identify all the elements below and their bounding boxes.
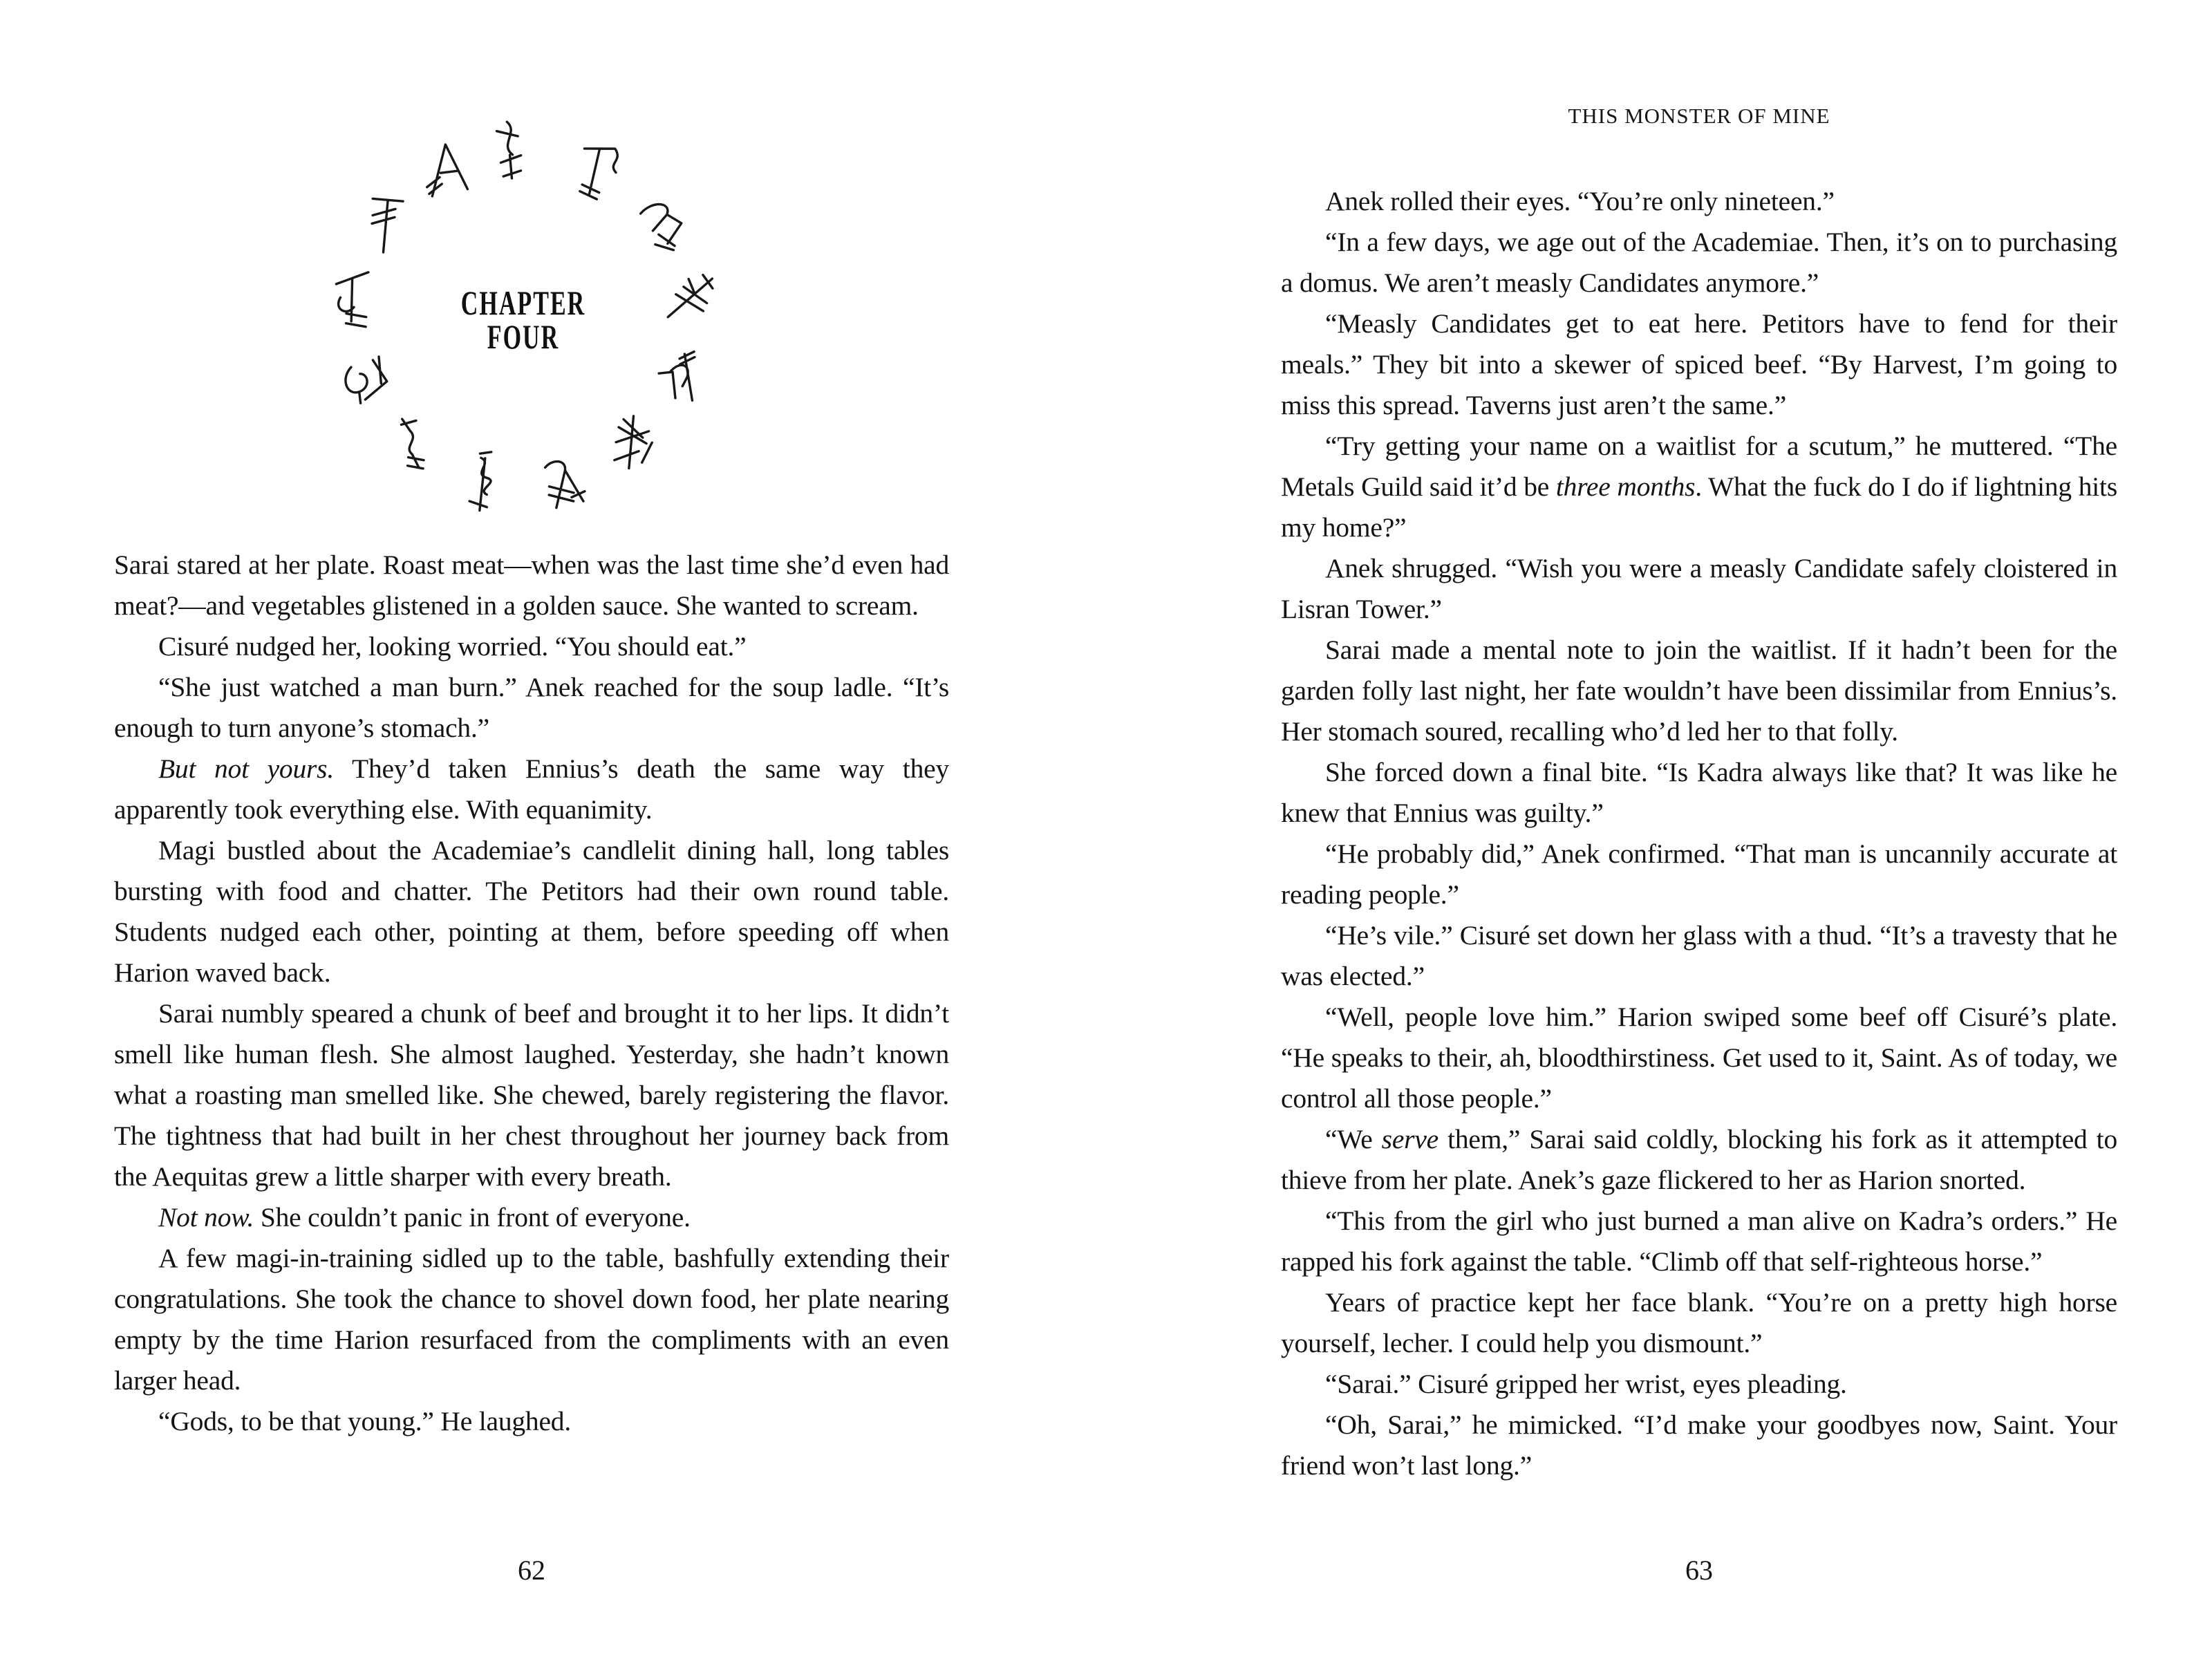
paragraph: “Gods, to be that young.” He laughed. <box>158 1406 572 1436</box>
paragraph: “We serve them,” Sarai said coldly, blocking his fork as it attempted to thieve from her plate. Anek’s gaze flickered to her as Harion snorted. <box>1281 1124 2117 1195</box>
chapter-heading-line1: CHAPTER <box>460 283 586 322</box>
paragraph: Anek shrugged. “Wish you were a measly Candidate safely cloistered in Lisran Tower.” <box>1281 553 2117 624</box>
right-page-text <box>1281 181 2117 1486</box>
right-page <box>1281 0 2117 1659</box>
chapter-heading-line2: FOUR <box>487 317 560 356</box>
paragraph: “Oh, Sarai,” he mimicked. “I’d make your goodbyes now, Saint. Your friend won’t last long.” <box>1281 1409 2117 1481</box>
left-page-number: 62 <box>518 1555 545 1586</box>
paragraph: A few magi-in-training sidled up to the table, bashfully extending their congratulations. She took the chance to shovel down food, her plate nearing empty by the time Harion resurfaced from the compliments with an even larger head. <box>114 1243 949 1396</box>
paragraph: Sarai numbly speared a chunk of beef and brought it to her lips. It didn’t smell like human flesh. She almost laughed. Yesterday, she hadn’t known what a roasting man smelled like. She chewed, barely registering the flavor. The tightness that had built in her chest throughout her journey back from the Aequitas grew a little sharper with every breath. <box>114 998 949 1192</box>
paragraph: “Try getting your name on a waitlist for a scutum,” he muttered. “The Metals Guild said it’d be three months. What the fuck do I do if lightning hits my home?” <box>1281 431 2117 543</box>
paragraph: “This from the girl who just burned a man alive on Kadra’s orders.” He rapped his fork against the table. “Climb off that self-righteous horse.” <box>1281 1206 2117 1277</box>
paragraph: “Measly Candidates get to eat here. Petitors have to fend for their meals.” They bit into a skewer of spiced beef. “By Harvest, I’m going to miss this spread. Taverns just aren’t the same.” <box>1281 308 2117 420</box>
rune-glyph <box>496 121 523 179</box>
rune-glyph <box>422 142 468 197</box>
rune-glyph <box>343 353 390 406</box>
rune-glyph <box>640 203 684 252</box>
paragraph: She forced down a final bite. “Is Kadra always like that? It was like he knew that Ennius was guilty.” <box>1281 757 2117 828</box>
rune-glyph <box>578 144 619 201</box>
paragraph: “Sarai.” Cisuré gripped her wrist, eyes pleading. <box>1325 1369 1847 1399</box>
paragraph: Years of practice kept her face blank. “You’re on a pretty high horse yourself, lecher. I could help you dismount.” <box>1281 1287 2117 1358</box>
rune-glyph <box>401 418 424 470</box>
paragraph: “He’s vile.” Cisuré set down her glass with a thud. “It’s a travesty that he was elected.” <box>1281 920 2117 991</box>
left-page-text <box>114 545 949 1442</box>
rune-glyph <box>657 352 699 404</box>
paragraph: Anek rolled their eyes. “You’re only nineteen.” <box>1325 186 1835 216</box>
chapter-ornament <box>323 119 724 520</box>
left-page <box>114 0 949 1659</box>
chapter-heading <box>323 283 724 356</box>
paragraph: Sarai stared at her plate. Roast meat—when was the last time she’d even had meat?—and vegetables glistened in a golden sauce. She wanted to scream. <box>114 550 949 621</box>
rune-glyph <box>614 415 654 470</box>
running-head: THIS MONSTER OF MINE <box>1568 104 1830 128</box>
rune-glyph <box>545 458 587 509</box>
paragraph: But not yours. They’d taken Ennius’s death the same way they apparently took everything else. With equanimity. <box>114 753 950 825</box>
paragraph: “He probably did,” Anek confirmed. “That man is uncannily accurate at reading people.” <box>1281 838 2117 910</box>
paragraph: Sarai made a mental note to join the waitlist. If it hadn’t been for the garden folly last night, her fate wouldn’t have been dissimilar from Ennius’s. Her stomach soured, recalling who’d led her to that folly. <box>1281 635 2117 747</box>
rune-glyph <box>368 198 403 254</box>
paragraph: “Well, people love him.” Harion swiped some beef off Cisuré’s plate. “He speaks to their, ah, bloodthirstiness. Get used to it, Saint. As of today, we control all those people.” <box>1281 1002 2117 1114</box>
rune-glyph <box>469 450 494 511</box>
paragraph: Not now. She couldn’t panic in front of everyone. <box>158 1202 691 1232</box>
paragraph: “She just watched a man burn.” Anek reached for the soup ladle. “It’s enough to turn anyone’s stomach.” <box>114 672 949 743</box>
right-page-number: 63 <box>1685 1555 1713 1586</box>
paragraph: Magi bustled about the Academiae’s candlelit dining hall, long tables bursting with food and chatter. The Petitors had their own round table. Students nudged each other, pointing at them, before speeding off when Harion waved back. <box>114 835 949 988</box>
paragraph: Cisuré nudged her, looking worried. “You should eat.” <box>158 631 747 662</box>
paragraph: “In a few days, we age out of the Academiae. Then, it’s on to purchasing a domus. We aren’t measly Candidates anymore.” <box>1281 227 2117 298</box>
